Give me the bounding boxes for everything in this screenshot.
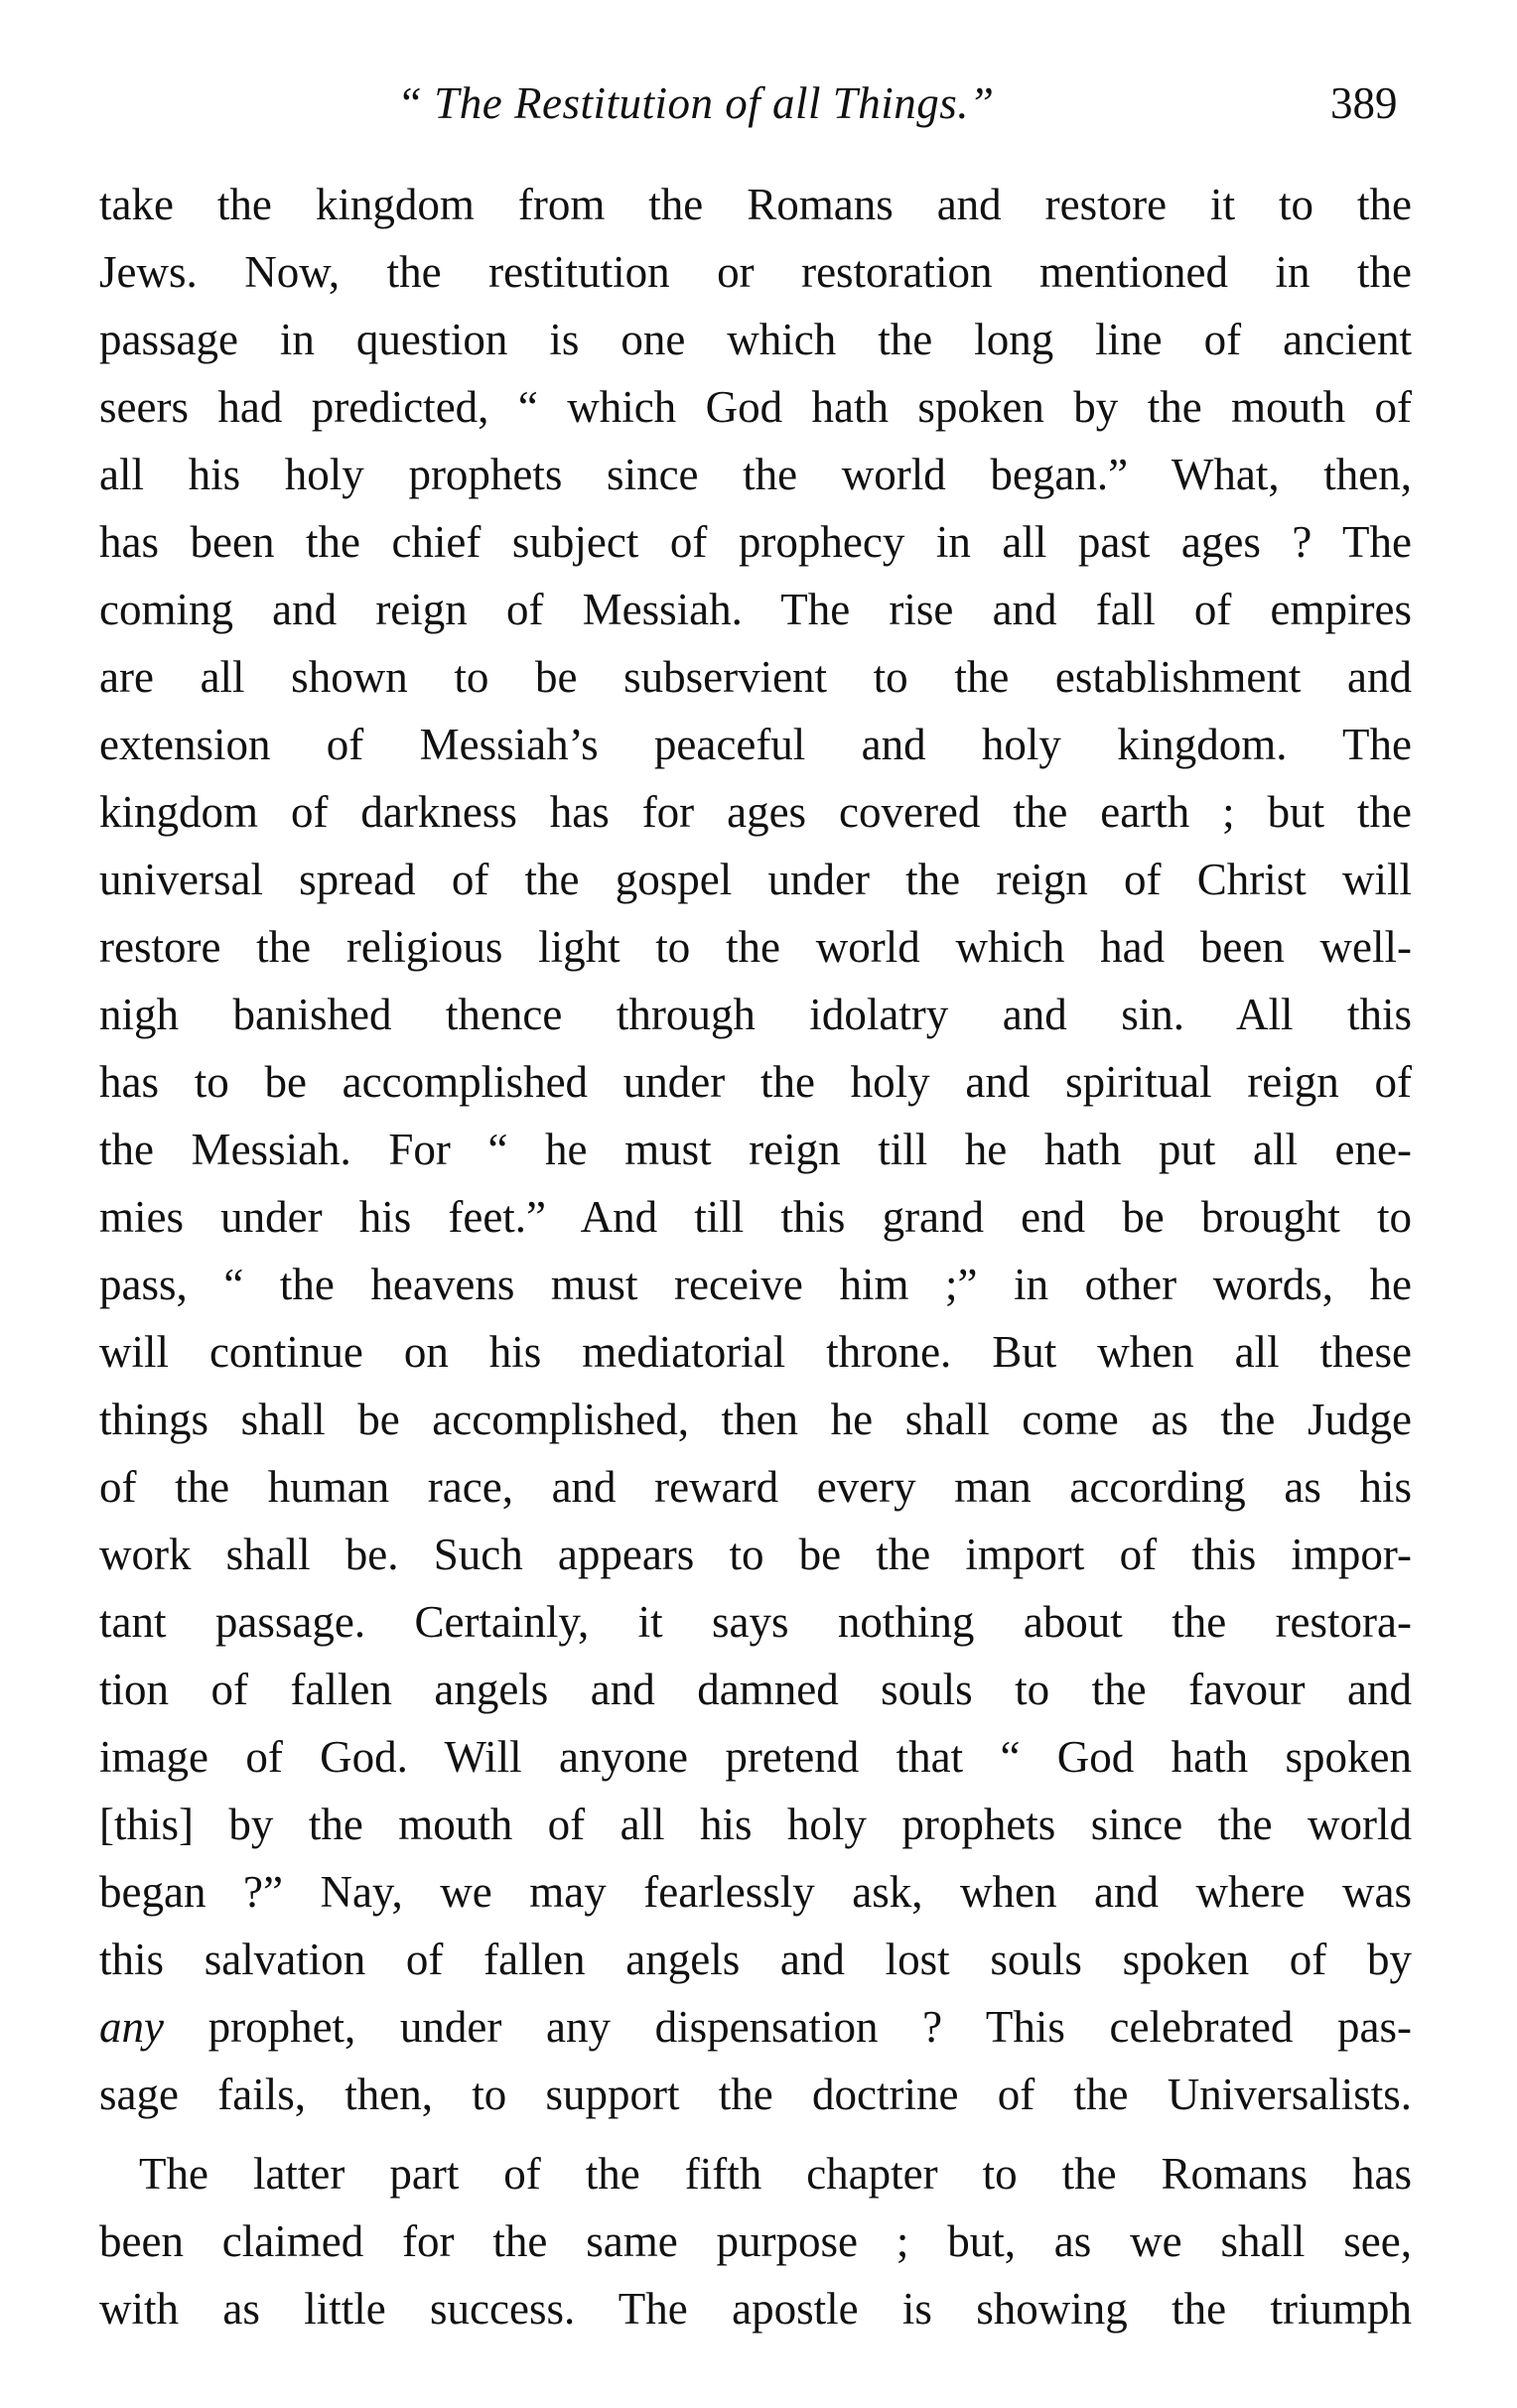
- text-line: mies under his feet.” And till this grand end be brought to: [99, 1192, 1412, 1242]
- text-line: seers had predicted, “ which God hath spoken by the mouth of: [99, 382, 1412, 432]
- italic-emphasis: any: [99, 2002, 164, 2052]
- text-line: universal spread of the gospel under the reign of Christ will: [99, 855, 1412, 904]
- text-line: with as little success. The apostle is showing the triumph: [99, 2284, 1412, 2334]
- text-line: Jews. Now, the restitution or restoration mentioned in the: [99, 247, 1412, 297]
- text-line: work shall be. Such appears to be the import of this impor-: [99, 1530, 1412, 1579]
- text-segment: prophet, under any dispensation ? This celebrated pas-: [163, 2002, 1412, 2052]
- body-text: [99, 171, 1412, 2342]
- text-line: has been the chief subject of prophecy in all past ages ? The: [99, 517, 1412, 567]
- text-line: tion of fallen angels and damned souls to the favour and: [99, 1665, 1412, 1714]
- text-line: the Messiah. For “ he must reign till he hath put all ene-: [99, 1125, 1412, 1174]
- text-line: extension of Messiah’s peaceful and holy kingdom. The: [99, 720, 1412, 769]
- page-number: 389: [1330, 78, 1398, 128]
- text-line: been claimed for the same purpose ; but, as we shall see,: [99, 2216, 1412, 2266]
- text-line: all his holy prophets since the world began.” What, then,: [99, 450, 1412, 499]
- text-line: sage fails, then, to support the doctrine of the Universalists.: [99, 2070, 1412, 2119]
- text-line: nigh banished thence through idolatry and sin. All this: [99, 990, 1412, 1039]
- text-line: things shall be accomplished, then he shall come as the Judge: [99, 1395, 1412, 1444]
- text-line: will continue on his mediatorial throne. But when all these: [99, 1327, 1412, 1377]
- text-line: take the kingdom from the Romans and restore it to the: [99, 180, 1412, 229]
- text-line: began ?” Nay, we may fearlessly ask, when and where was: [99, 1867, 1412, 1917]
- text-line: of the human race, and reward every man according as his: [99, 1462, 1412, 1512]
- text-line-with-italic: [99, 1993, 1412, 2061]
- text-line: passage in question is one which the long line of ancient: [99, 315, 1412, 364]
- text-line: kingdom of darkness has for ages covered the earth ; but the: [99, 787, 1412, 837]
- text-line: [this] by the mouth of all his holy prophets since the world: [99, 1800, 1412, 1849]
- text-line: has to be accomplished under the holy and spiritual reign of: [99, 1057, 1412, 1107]
- text-line: coming and reign of Messiah. The rise and fall of empires: [99, 585, 1412, 634]
- text-line: pass, “ the heavens must receive him ;” in other words, he: [99, 1260, 1412, 1309]
- running-header: [0, 73, 1517, 133]
- text-line: restore the religious light to the world which had been well-: [99, 922, 1412, 972]
- paragraph: [99, 2140, 1412, 2342]
- text-line: The latter part of the fifth chapter to the Romans has: [139, 2149, 1412, 2199]
- text-line: this salvation of fallen angels and lost souls spoken of by: [99, 1935, 1412, 1984]
- text-line: are all shown to be subservient to the establishment and: [99, 652, 1412, 702]
- paragraph: [99, 171, 1412, 2128]
- running-title: “ The Restitution of all Things.”: [397, 78, 995, 128]
- text-line: image of God. Will anyone pretend that “ God hath spoken: [99, 1732, 1412, 1782]
- text-line: tant passage. Certainly, it says nothing about the restora-: [99, 1597, 1412, 1647]
